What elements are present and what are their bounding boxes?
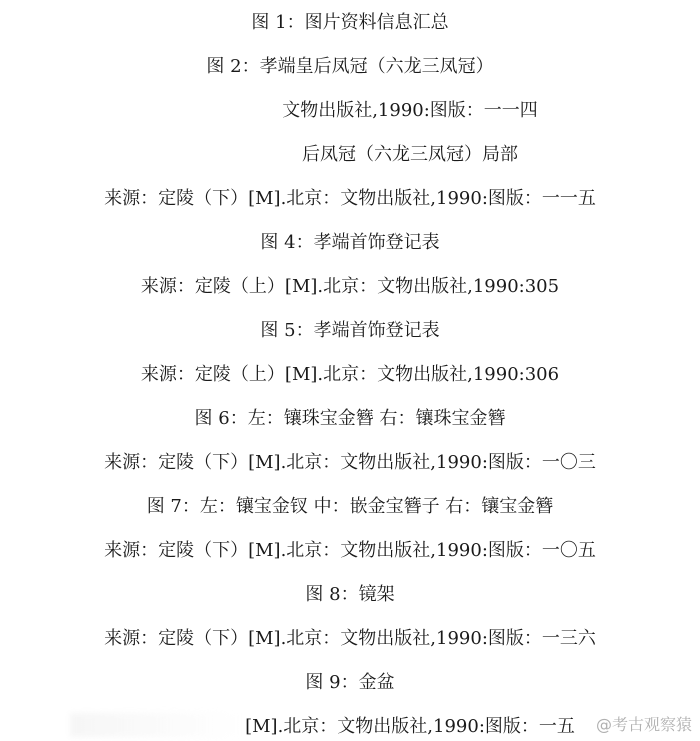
source-fig9: [M].北京：文物出版社,1990:图版：一五 [245, 716, 575, 737]
caption-fig1: 图 1：图片资料信息汇总 [251, 12, 449, 33]
watermark-text: @考古观察猿 [595, 715, 692, 734]
caption-fig6: 图 6：左：镶珠宝金簪 右：镶珠宝金簪 [194, 408, 506, 429]
source-fig4: 来源：定陵（上）[M].北京：文物出版社,1990:305 [140, 276, 560, 297]
source-fig2: 文物出版社,1990:图版：一一四 [282, 100, 538, 121]
caption-fig5: 图 5：孝端首饰登记表 [260, 320, 440, 341]
caption-fig9: 图 9：金盆 [305, 672, 395, 693]
source-fig3: 来源：定陵（下）[M].北京：文物出版社,1990:图版：一一五 [104, 188, 596, 209]
blurred-region [70, 713, 240, 737]
source-fig8: 来源：定陵（下）[M].北京：文物出版社,1990:图版：一三六 [104, 628, 596, 649]
source-fig6: 来源：定陵（下）[M].北京：文物出版社,1990:图版：一〇三 [104, 452, 596, 473]
caption-fig7: 图 7：左：镶宝金钗 中：嵌金宝簪子 右：镶宝金簪 [146, 496, 554, 517]
caption-fig2: 图 2：孝端皇后凤冠（六龙三凤冠） [206, 56, 494, 77]
caption-fig4: 图 4：孝端首饰登记表 [260, 232, 440, 253]
caption-fig3: 后凤冠（六龙三凤冠）局部 [302, 144, 518, 165]
caption-fig8: 图 8：镜架 [305, 584, 395, 605]
source-fig7: 来源：定陵（下）[M].北京：文物出版社,1990:图版：一〇五 [104, 540, 596, 561]
source-fig5: 来源：定陵（上）[M].北京：文物出版社,1990:306 [140, 364, 560, 385]
